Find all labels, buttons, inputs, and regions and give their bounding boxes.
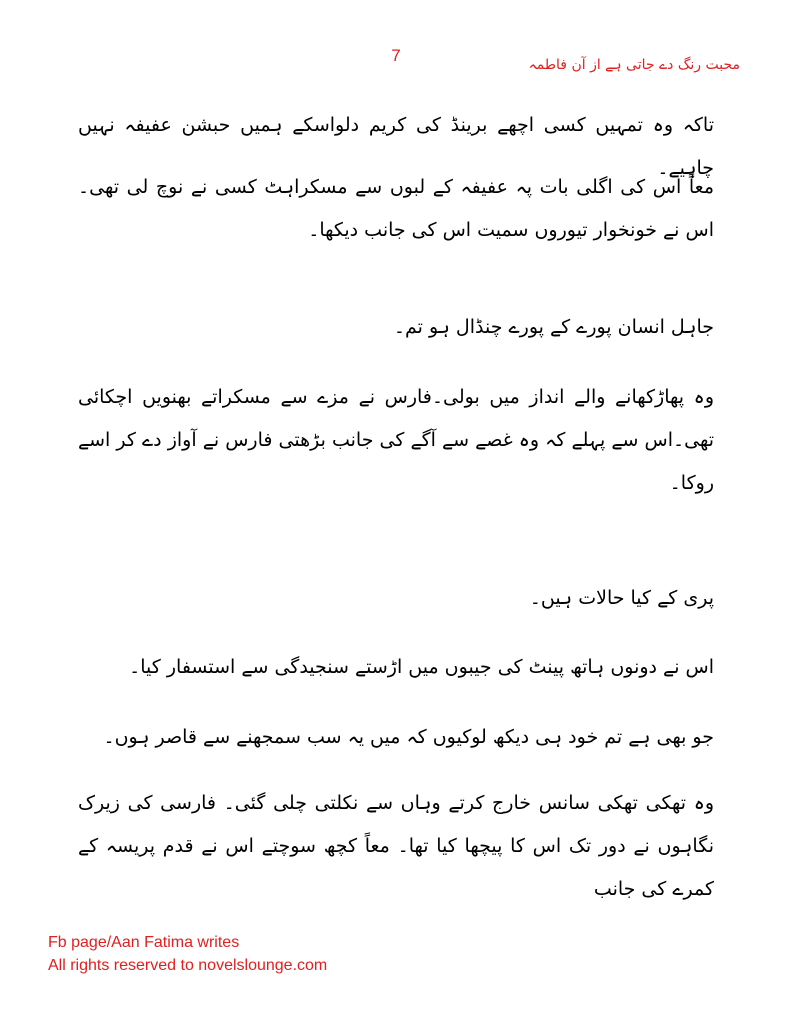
paragraph-6: اس نے دونوں ہاتھ پینٹ کی جیبوں میں اڑستے سنجیدگی سے استسفار کیا۔ <box>129 656 714 678</box>
footer <box>48 931 327 977</box>
paragraph-4: وہ پھاڑکھانے والے انداز میں بولی۔فارس نے مزے سے مسکراتے بھنویں اچکائی تھی۔اس سے پہلے کہ وہ غصے سے آگے کی جانب بڑھتی فارس نے آواز دے کر اسے روکا۔ <box>78 386 714 494</box>
paragraph-1: تاکہ وہ تمہیں کسی اچھے برینڈ کی کریم دلواسکے ہمیں حبشن عفیفہ نہیں چاہیے۔ <box>78 114 714 179</box>
footer-rights: All rights reserved to novelslounge.com <box>48 957 328 974</box>
header-title: محبت رنگ دے جاتی ہے از آن فاطمہ <box>528 57 740 73</box>
paragraph-5: پری کے کیا حالات ہیں۔ <box>529 587 714 609</box>
paragraph-2: معاً اس کی اگلی بات پہ عفیفہ کے لبوں سے مسکراہٹ کسی نے نوچ لی تھی۔اس نے خونخوار تیوروں سمیت اس کی جانب دیکھا۔ <box>78 176 714 241</box>
paragraph-7: جو بھی ہے تم خود ہی دیکھ لوکیوں کہ میں یہ سب سمجھنے سے قاصر ہوں۔ <box>103 726 714 748</box>
paragraph-8: وہ تھکی تھکی سانس خارج کرتے وہاں سے نکلتی چلی گئی۔ فارسی کی زیرک نگاہوں نے دور تک اس کا پیچھا کیا تھا۔ معاً کچھ سوچتے اس نے قدم پریسہ کے کمرے کی جانب <box>78 792 714 900</box>
page-number: 7 <box>391 46 401 65</box>
footer-fb-page: Fb page/Aan Fatima writes <box>48 934 240 951</box>
paragraph-3: جاہل انسان پورے کے پورے چنڈال ہو تم۔ <box>393 316 714 338</box>
